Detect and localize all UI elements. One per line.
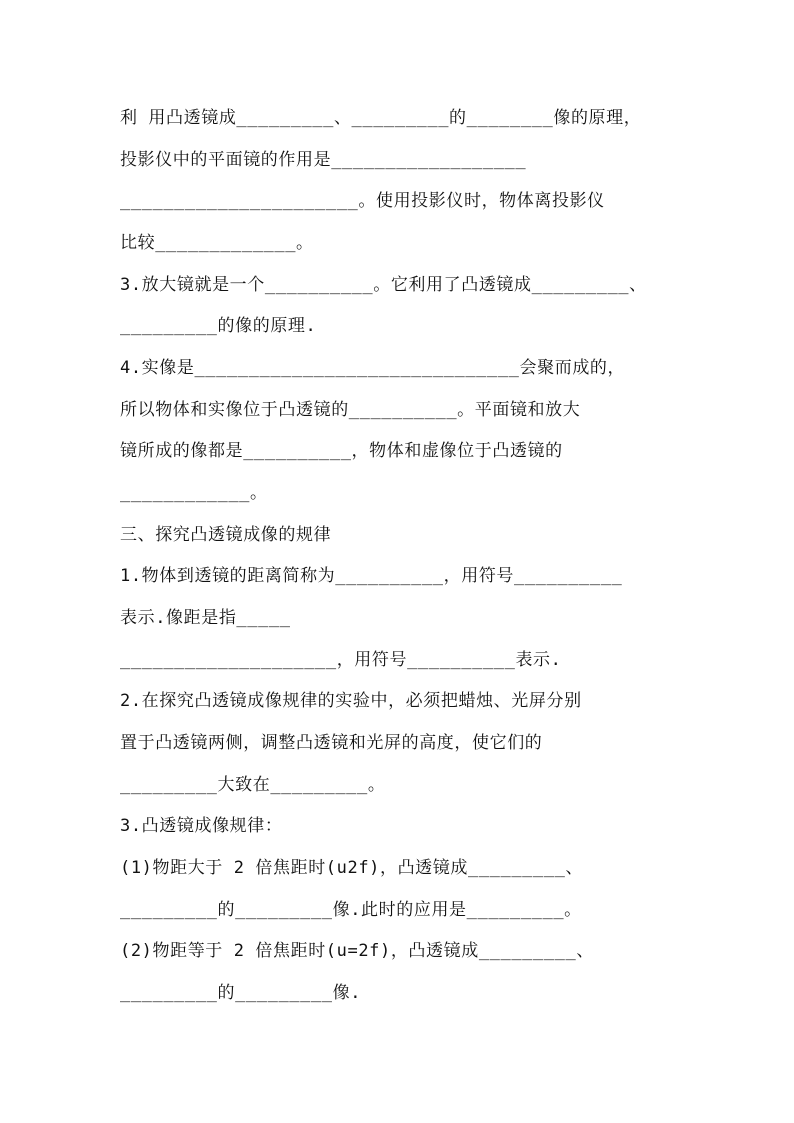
text-line-4: 比较_____________。 bbox=[120, 233, 314, 253]
text-line-1: 利 用凸透镜成_________、_________的________像的原理， bbox=[120, 108, 642, 128]
text-line-8: 所以物体和实像位于凸透镜的__________。平面镜和放大 bbox=[120, 400, 581, 420]
text-line-16: 置于凸透镜两侧，调整凸透镜和光屏的高度，使它们的 bbox=[120, 733, 543, 753]
text-line-18: 3.凸透镜成像规律： bbox=[120, 816, 283, 836]
text-line-10: ____________。 bbox=[120, 483, 268, 503]
text-line-12: 1.物体到透镜的距离简称为__________，用符号__________ bbox=[120, 566, 623, 586]
text-line-2: 投影仪中的平面镜的作用是__________________ bbox=[120, 150, 527, 170]
text-line-21: (2)物距等于 2 倍焦距时(u=2f)，凸透镜成_________、 bbox=[120, 941, 594, 961]
text-line-6: _________的像的原理. bbox=[120, 316, 317, 336]
text-line-22: _________的_________像. bbox=[120, 983, 362, 1003]
text-line-7: 4.实像是______________________________会聚而成的， bbox=[120, 358, 626, 378]
text-line-19: (1)物距大于 2 倍焦距时(u2f)，凸透镜成_________、 bbox=[120, 858, 584, 878]
text-line-20: _________的_________像.此时的应用是_________。 bbox=[120, 900, 582, 920]
text-line-5: 3.放大镜就是一个__________。它利用了凸透镜成_________、 bbox=[120, 275, 647, 295]
section-heading: 三、探究凸透镜成像的规律 bbox=[120, 525, 332, 545]
text-line-3: ______________________。使用投影仪时，物体离投影仪 bbox=[120, 191, 605, 211]
text-line-9: 镜所成的像都是__________，物体和虚像位于凸透镜的 bbox=[120, 441, 563, 461]
text-line-15: 2.在探究凸透镜成像规律的实验中，必须把蜡烛、光屏分别 bbox=[120, 691, 582, 711]
text-line-14: ____________________，用符号__________表示. bbox=[120, 650, 562, 670]
text-line-17: _________大致在_________。 bbox=[120, 775, 386, 795]
text-line-13: 表示.像距是指_____ bbox=[120, 608, 291, 628]
